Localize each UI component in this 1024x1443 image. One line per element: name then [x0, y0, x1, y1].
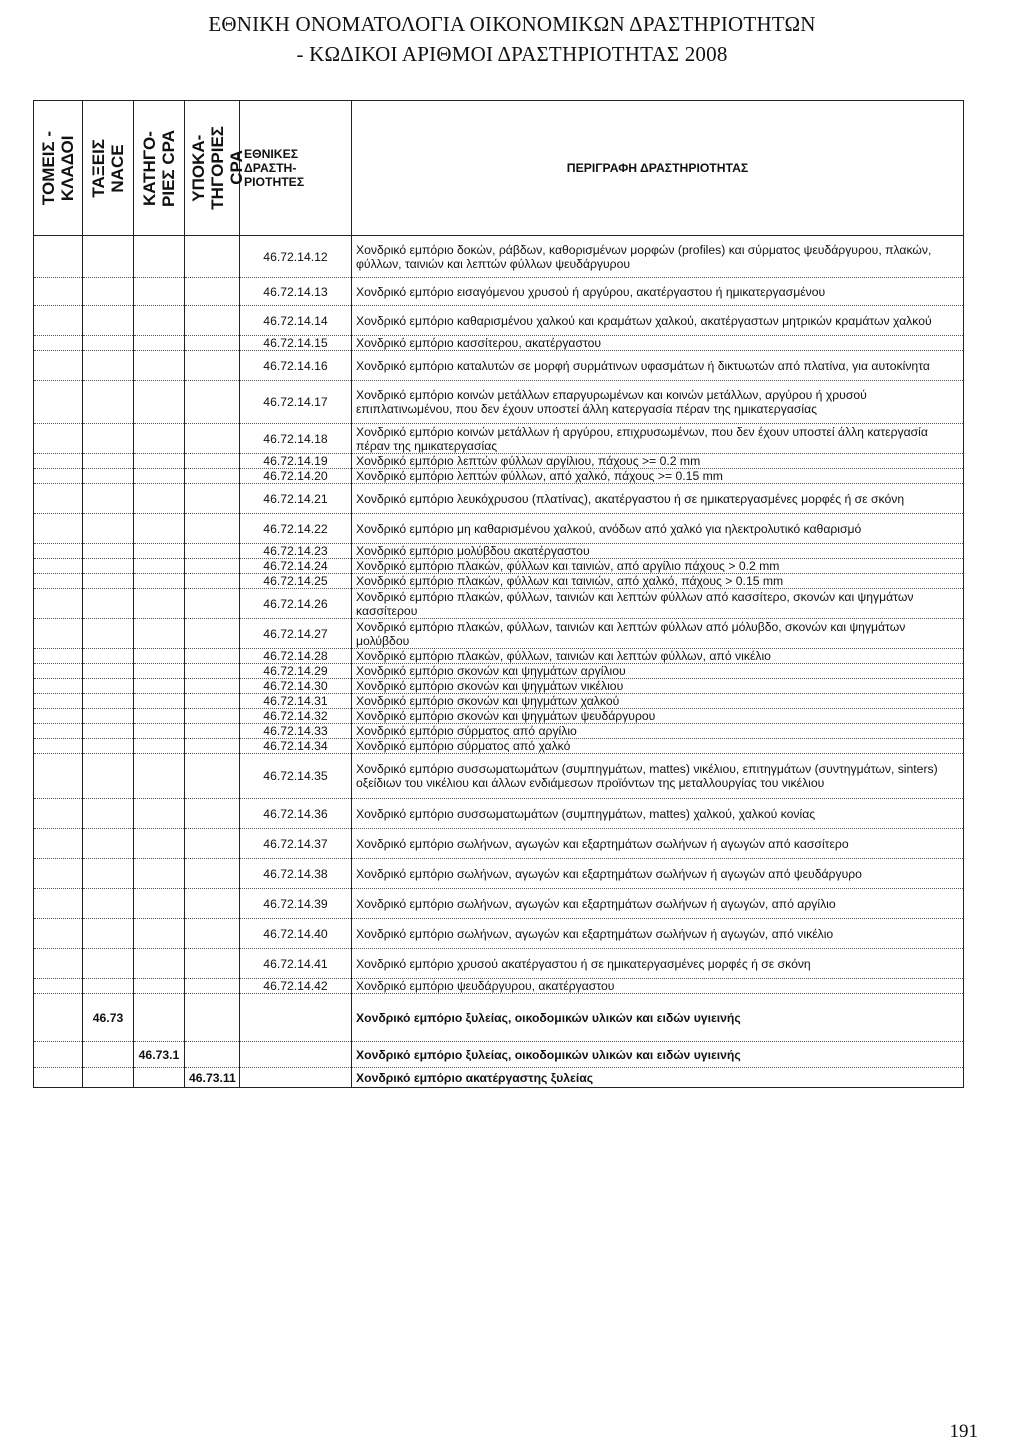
empty-cell: [134, 351, 185, 381]
national-code-cell: 46.72.14.26: [240, 589, 352, 619]
empty-cell: [134, 739, 185, 754]
description-cell: Χονδρικό εμπόριο λεπτών φύλλων, από χαλκό, πάχους >= 0.15 mm: [352, 469, 964, 484]
description-cell: Χονδρικό εμπόριο σύρματος από αργίλιο: [352, 724, 964, 739]
empty-cell: [134, 619, 185, 649]
empty-cell: [34, 919, 83, 949]
empty-cell: [34, 829, 83, 859]
subcategory-row: [34, 1068, 964, 1088]
national-code-cell: 46.72.14.19: [240, 454, 352, 469]
empty-cell: [34, 859, 83, 889]
empty-cell: [134, 724, 185, 739]
page-number: 191: [949, 1421, 978, 1442]
national-code-cell: 46.72.14.32: [240, 709, 352, 724]
empty-cell: [185, 754, 240, 799]
empty-cell: [134, 1068, 185, 1088]
description-cell: Χονδρικό εμπόριο μολύβδου ακατέργαστου: [352, 544, 964, 559]
table-row: [34, 859, 964, 889]
empty-cell: [185, 889, 240, 919]
table-row: [34, 236, 964, 278]
empty-cell: [134, 679, 185, 694]
empty-cell: [34, 514, 83, 544]
empty-cell: [185, 859, 240, 889]
empty-cell: [134, 424, 185, 454]
table-row: [34, 559, 964, 574]
activity-codes-table: [33, 100, 964, 1088]
description-cell: Χονδρικό εμπόριο συσσωματωμάτων (συμπηγμάτων, mattes) νικέλιου, επιτηγμάτων (συντηγμάτων, sinters) οξείδιων του νικέλιου και άλλων ενδιάμεσων προϊόντων της μεταλλουργίας του νικέλιου: [352, 754, 964, 799]
table-row: [34, 754, 964, 799]
empty-cell: [185, 919, 240, 949]
empty-cell: [134, 994, 185, 1042]
empty-cell: [185, 679, 240, 694]
table-row: [34, 544, 964, 559]
empty-cell: [83, 859, 134, 889]
empty-cell: [83, 306, 134, 336]
description-cell: Χονδρικό εμπόριο καταλυτών σε μορφή συρμάτινων υφασμάτων ή δικτυωτών από πλατίνα, για αυτοκίνητα: [352, 351, 964, 381]
empty-cell: [185, 306, 240, 336]
description-cell: Χονδρικό εμπόριο λεπτών φύλλων αργίλιου, πάχους >= 0.2 mm: [352, 454, 964, 469]
description-cell: Χονδρικό εμπόριο σκονών και ψηγμάτων ψευδάργυρου: [352, 709, 964, 724]
empty-cell: [34, 994, 83, 1042]
empty-cell: [134, 574, 185, 589]
empty-cell: [34, 424, 83, 454]
empty-cell: [134, 469, 185, 484]
empty-cell: [83, 889, 134, 919]
empty-cell: [34, 724, 83, 739]
class-description-cell: Χονδρικό εμπόριο ξυλείας, οικοδομικών υλικών και ειδών υγιεινής: [352, 994, 964, 1042]
empty-cell: [185, 514, 240, 544]
empty-cell: [240, 994, 352, 1042]
empty-cell: [83, 694, 134, 709]
table-row: [34, 278, 964, 306]
empty-cell: [185, 799, 240, 829]
empty-cell: [185, 559, 240, 574]
empty-cell: [134, 949, 185, 979]
empty-cell: [185, 1042, 240, 1068]
empty-cell: [185, 949, 240, 979]
empty-cell: [134, 709, 185, 724]
class-code-cell: 46.73: [83, 994, 134, 1042]
category-code-cell: 46.73.1: [134, 1042, 185, 1068]
national-code-cell: 46.72.14.38: [240, 859, 352, 889]
national-code-cell: 46.72.14.16: [240, 351, 352, 381]
empty-cell: [34, 1068, 83, 1088]
empty-cell: [185, 381, 240, 424]
empty-cell: [34, 544, 83, 559]
national-code-cell: 46.72.14.12: [240, 236, 352, 278]
table-row: [34, 709, 964, 724]
national-code-cell: 46.72.14.29: [240, 664, 352, 679]
description-cell: Χονδρικό εμπόριο κοινών μετάλλων ή αργύρου, επιχρυσωμένων, που δεν έχουν υποστεί άλλη κατεργασία πέραν της ημικατεργασίας: [352, 424, 964, 454]
table-row: [34, 381, 964, 424]
empty-cell: [34, 351, 83, 381]
empty-cell: [185, 829, 240, 859]
empty-cell: [83, 1042, 134, 1068]
empty-cell: [83, 619, 134, 649]
empty-cell: [185, 739, 240, 754]
page-header-subtitle: - ΚΩΔΙΚΟΙ ΑΡΙΘΜΟΙ ΔΡΑΣΤΗΡΙΟΤΗΤΑΣ 2008: [296, 42, 728, 66]
empty-cell: [34, 949, 83, 979]
national-code-cell: 46.72.14.17: [240, 381, 352, 424]
table-row: [34, 919, 964, 949]
description-cell: Χονδρικό εμπόριο εισαγόμενου χρυσού ή αργύρου, ακατέργαστου ή ημικατεργασμένου: [352, 278, 964, 306]
empty-cell: [134, 694, 185, 709]
empty-cell: [185, 979, 240, 994]
empty-cell: [134, 754, 185, 799]
empty-cell: [134, 559, 185, 574]
table-row: [34, 829, 964, 859]
empty-cell: [34, 278, 83, 306]
table-row: [34, 619, 964, 649]
national-code-cell: 46.72.14.14: [240, 306, 352, 336]
empty-cell: [83, 574, 134, 589]
empty-cell: [83, 336, 134, 351]
description-cell: Χονδρικό εμπόριο σωλήνων, αγωγών και εξαρτημάτων σωλήνων ή αγωγών, από αργίλιο: [352, 889, 964, 919]
national-code-cell: 46.72.14.31: [240, 694, 352, 709]
empty-cell: [134, 649, 185, 664]
description-cell: Χονδρικό εμπόριο σωλήνων, αγωγών και εξαρτημάτων σωλήνων ή αγωγών από κασσίτερο: [352, 829, 964, 859]
table-row: [34, 694, 964, 709]
national-code-cell: 46.72.14.35: [240, 754, 352, 799]
empty-cell: [34, 336, 83, 351]
empty-cell: [83, 979, 134, 994]
class-row: [34, 994, 964, 1042]
empty-cell: [134, 484, 185, 514]
empty-cell: [134, 236, 185, 278]
category-row: [34, 1042, 964, 1068]
national-code-cell: 46.72.14.33: [240, 724, 352, 739]
empty-cell: [34, 679, 83, 694]
empty-cell: [185, 454, 240, 469]
empty-cell: [134, 889, 185, 919]
national-code-cell: 46.72.14.34: [240, 739, 352, 754]
empty-cell: [34, 236, 83, 278]
table-row: [34, 679, 964, 694]
empty-cell: [83, 351, 134, 381]
national-code-cell: 46.72.14.20: [240, 469, 352, 484]
empty-cell: [134, 589, 185, 619]
description-cell: Χονδρικό εμπόριο πλακών, φύλλων, ταινιών και λεπτών φύλλων από μόλυβδο, σκονών και ψηγμάτων μολύβδου: [352, 619, 964, 649]
empty-cell: [83, 724, 134, 739]
table-row: [34, 454, 964, 469]
national-code-cell: 46.72.14.41: [240, 949, 352, 979]
empty-cell: [185, 664, 240, 679]
empty-cell: [34, 381, 83, 424]
national-code-cell: 46.72.14.39: [240, 889, 352, 919]
empty-cell: [83, 739, 134, 754]
empty-cell: [34, 664, 83, 679]
national-code-cell: 46.72.14.24: [240, 559, 352, 574]
empty-cell: [34, 574, 83, 589]
description-cell: Χονδρικό εμπόριο σκονών και ψηγμάτων αργίλιου: [352, 664, 964, 679]
empty-cell: [83, 1068, 134, 1088]
empty-cell: [185, 724, 240, 739]
empty-cell: [83, 664, 134, 679]
empty-cell: [83, 754, 134, 799]
description-cell: Χονδρικό εμπόριο πλακών, φύλλων, ταινιών και λεπτών φύλλων από κασσίτερο, σκονών και ψηγμάτων κασσίτερου: [352, 589, 964, 619]
page-header-title: ΕΘΝΙΚΗ ΟΝΟΜΑΤΟΛΟΓΙΑ ΟΙΚΟΝΟΜΙΚΩΝ ΔΡΑΣΤΗΡΙΟΤΗΤΩΝ: [208, 12, 816, 36]
national-code-cell: 46.72.14.42: [240, 979, 352, 994]
empty-cell: [83, 424, 134, 454]
table-row: [34, 649, 964, 664]
description-cell: Χονδρικό εμπόριο χρυσού ακατέργαστου ή σε ημικατεργασμένες μορφές ή σε σκόνη: [352, 949, 964, 979]
empty-cell: [34, 619, 83, 649]
empty-cell: [83, 544, 134, 559]
col-header-classes: ΤΑΞΕΙΣ NACE: [83, 101, 134, 236]
empty-cell: [134, 381, 185, 424]
description-cell: Χονδρικό εμπόριο σκονών και ψηγμάτων χαλκού: [352, 694, 964, 709]
description-cell: Χονδρικό εμπόριο σκονών και ψηγμάτων νικέλιου: [352, 679, 964, 694]
table-row: [34, 739, 964, 754]
table-row: [34, 589, 964, 619]
table-row: [34, 949, 964, 979]
empty-cell: [83, 649, 134, 664]
description-cell: Χονδρικό εμπόριο συσσωματωμάτων (συμπηγμάτων, mattes) χαλκού, χαλκού κονίας: [352, 799, 964, 829]
empty-cell: [185, 336, 240, 351]
empty-cell: [134, 829, 185, 859]
table-body: [34, 236, 964, 1088]
col-header-description: ΠΕΡΙΓΡΑΦΗ ΔΡΑΣΤΗΡΙΟΤΗΤΑΣ: [352, 101, 964, 236]
empty-cell: [83, 469, 134, 484]
empty-cell: [185, 351, 240, 381]
national-code-cell: 46.72.14.18: [240, 424, 352, 454]
national-code-cell: 46.72.14.15: [240, 336, 352, 351]
empty-cell: [134, 278, 185, 306]
national-code-cell: 46.72.14.30: [240, 679, 352, 694]
table-row: [34, 351, 964, 381]
empty-cell: [134, 454, 185, 469]
empty-cell: [185, 469, 240, 484]
national-code-cell: 46.72.14.37: [240, 829, 352, 859]
description-cell: Χονδρικό εμπόριο πλακών, φύλλων και ταινιών, από αργίλιο πάχους > 0.2 mm: [352, 559, 964, 574]
empty-cell: [185, 278, 240, 306]
empty-cell: [34, 469, 83, 484]
empty-cell: [34, 799, 83, 829]
empty-cell: [185, 709, 240, 724]
description-cell: Χονδρικό εμπόριο σωλήνων, αγωγών και εξαρτημάτων σωλήνων ή αγωγών, από νικέλιο: [352, 919, 964, 949]
empty-cell: [185, 484, 240, 514]
national-code-cell: 46.72.14.25: [240, 574, 352, 589]
empty-cell: [185, 694, 240, 709]
empty-cell: [83, 278, 134, 306]
national-code-cell: 46.72.14.21: [240, 484, 352, 514]
description-cell: Χονδρικό εμπόριο πλακών, φύλλων και ταινιών, από χαλκό, πάχους > 0.15 mm: [352, 574, 964, 589]
empty-cell: [83, 949, 134, 979]
empty-cell: [185, 574, 240, 589]
national-code-cell: 46.72.14.36: [240, 799, 352, 829]
description-cell: Χονδρικό εμπόριο πλακών, φύλλων, ταινιών και λεπτών φύλλων, από νικέλιο: [352, 649, 964, 664]
empty-cell: [185, 994, 240, 1042]
table-row: [34, 306, 964, 336]
empty-cell: [34, 979, 83, 994]
empty-cell: [34, 889, 83, 919]
table-row: [34, 724, 964, 739]
col-header-subcategories: ΥΠΟΚΑ- ΤΗΓΟΡΙΕΣ CPA: [185, 101, 240, 236]
empty-cell: [34, 306, 83, 336]
empty-cell: [34, 754, 83, 799]
table-row: [34, 664, 964, 679]
empty-cell: [34, 1042, 83, 1068]
description-cell: Χονδρικό εμπόριο λευκόχρυσου (πλατίνας), ακατέργαστου ή σε ημικατεργασμένες μορφές ή σε σκόνη: [352, 484, 964, 514]
table-row: [34, 799, 964, 829]
empty-cell: [83, 236, 134, 278]
col-header-categories: ΚΑΤΗΓΟ- ΡΙΕΣ CPA: [134, 101, 185, 236]
empty-cell: [134, 664, 185, 679]
description-cell: Χονδρικό εμπόριο μη καθαρισμένου χαλκού, ανόδων από χαλκό για ηλεκτρολυτικό καθαρισμό: [352, 514, 964, 544]
description-cell: Χονδρικό εμπόριο σύρματος από χαλκό: [352, 739, 964, 754]
empty-cell: [34, 484, 83, 514]
national-code-cell: 46.72.14.13: [240, 278, 352, 306]
empty-cell: [185, 236, 240, 278]
description-cell: Χονδρικό εμπόριο σωλήνων, αγωγών και εξαρτημάτων σωλήνων ή αγωγών από ψευδάργυρο: [352, 859, 964, 889]
empty-cell: [134, 979, 185, 994]
empty-cell: [83, 919, 134, 949]
table-row: [34, 979, 964, 994]
empty-cell: [134, 799, 185, 829]
empty-cell: [83, 454, 134, 469]
table-row: [34, 514, 964, 544]
col-header-national: ΕΘΝΙΚΕΣ ΔΡΑΣΤΗ- ΡΙΟΤΗΤΕΣ: [240, 101, 352, 236]
table-row: [34, 469, 964, 484]
empty-cell: [34, 739, 83, 754]
empty-cell: [185, 424, 240, 454]
empty-cell: [83, 709, 134, 724]
empty-cell: [185, 544, 240, 559]
national-code-cell: 46.72.14.28: [240, 649, 352, 664]
empty-cell: [83, 829, 134, 859]
category-description-cell: Χονδρικό εμπόριο ξυλείας, οικοδομικών υλικών και ειδών υγιεινής: [352, 1042, 964, 1068]
table-row: [34, 484, 964, 514]
empty-cell: [134, 336, 185, 351]
empty-cell: [134, 514, 185, 544]
empty-cell: [134, 544, 185, 559]
table-row: [34, 336, 964, 351]
subcategory-code-cell: 46.73.11: [185, 1068, 240, 1088]
empty-cell: [185, 589, 240, 619]
empty-cell: [185, 649, 240, 664]
empty-cell: [83, 589, 134, 619]
table-row: [34, 574, 964, 589]
empty-cell: [83, 559, 134, 574]
description-cell: Χονδρικό εμπόριο κοινών μετάλλων επαργυρωμένων και κοινών μετάλλων, αργύρου ή χρυσού επιπλατινωμένου, που δεν έχουν υποστεί άλλη κατεργασία πέραν της ημικατεργασίας: [352, 381, 964, 424]
empty-cell: [34, 649, 83, 664]
subcategory-description-cell: Χονδρικό εμπόριο ακατέργαστης ξυλείας: [352, 1068, 964, 1088]
empty-cell: [83, 381, 134, 424]
description-cell: Χονδρικό εμπόριο ψευδάργυρου, ακατέργαστου: [352, 979, 964, 994]
empty-cell: [34, 589, 83, 619]
description-cell: Χονδρικό εμπόριο δοκών, ράβδων, καθορισμένων μορφών (profiles) και σύρματος ψευδάργυρου, πλακών, φύλλων, ταινιών και λεπτών φύλλων ψευδάργυρου: [352, 236, 964, 278]
empty-cell: [34, 454, 83, 469]
empty-cell: [185, 619, 240, 649]
empty-cell: [134, 859, 185, 889]
empty-cell: [34, 709, 83, 724]
description-cell: Χονδρικό εμπόριο καθαρισμένου χαλκού και κραμάτων χαλκού, ακατέργαστων μητρικών κραμάτων χαλκού: [352, 306, 964, 336]
empty-cell: [240, 1068, 352, 1088]
empty-cell: [34, 694, 83, 709]
national-code-cell: 46.72.14.22: [240, 514, 352, 544]
empty-cell: [134, 306, 185, 336]
table-header-row: [34, 101, 964, 236]
description-cell: Χονδρικό εμπόριο κασσίτερου, ακατέργαστου: [352, 336, 964, 351]
national-code-cell: 46.72.14.27: [240, 619, 352, 649]
table-row: [34, 424, 964, 454]
empty-cell: [240, 1042, 352, 1068]
empty-cell: [83, 484, 134, 514]
empty-cell: [83, 799, 134, 829]
col-header-sectors: ΤΟΜΕΙΣ - ΚΛΑΔΟΙ: [34, 101, 83, 236]
national-code-cell: 46.72.14.40: [240, 919, 352, 949]
empty-cell: [83, 679, 134, 694]
empty-cell: [34, 559, 83, 574]
national-code-cell: 46.72.14.23: [240, 544, 352, 559]
table-row: [34, 889, 964, 919]
empty-cell: [134, 919, 185, 949]
empty-cell: [83, 514, 134, 544]
